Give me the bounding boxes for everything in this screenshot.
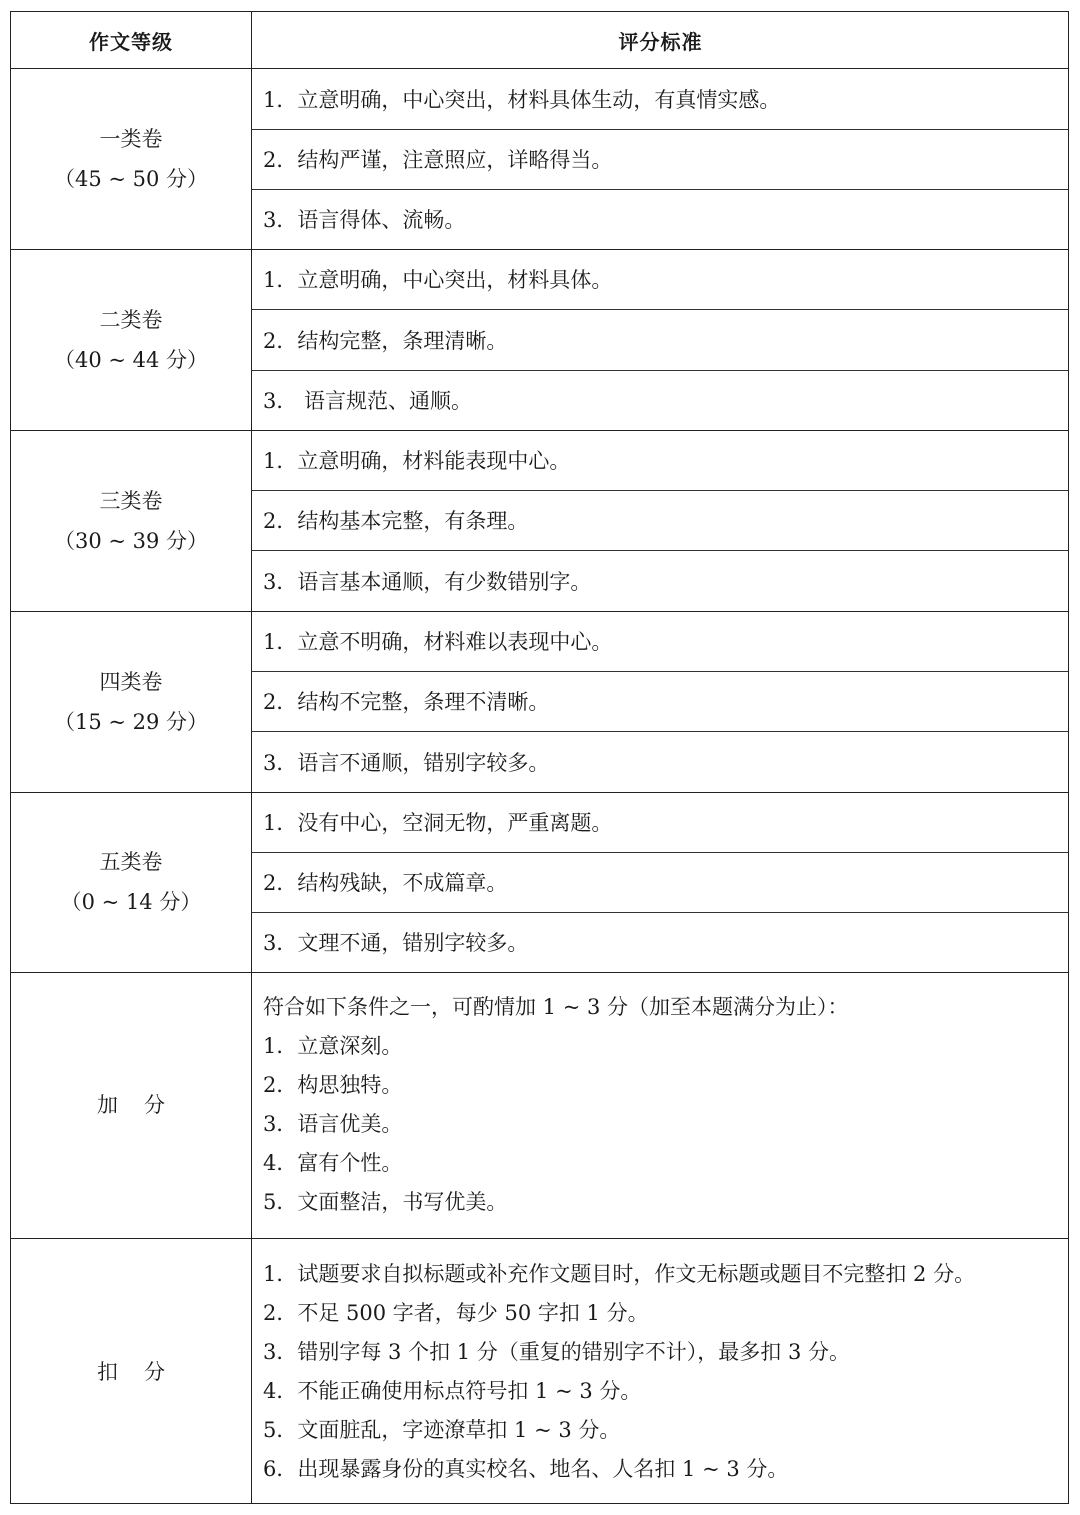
grade-range: （15 ~ 29 分） xyxy=(53,709,209,734)
bonus-line: 1．立意深刻。 xyxy=(263,1034,403,1058)
grade-name: 一类卷 xyxy=(99,126,163,151)
criterion: 2．结构完整，条理清晰。 xyxy=(263,328,508,353)
scoring-table xyxy=(10,11,1069,1504)
bonus-line: 5．文面整洁，书写优美。 xyxy=(263,1190,508,1214)
criterion: 1．立意明确，材料能表现中心。 xyxy=(263,449,571,473)
criterion: 3．文理不通，错别字较多。 xyxy=(263,931,529,955)
header-grade: 作文等级 xyxy=(89,29,173,54)
bonus-criteria xyxy=(251,972,1070,1238)
bonus-line: 2．构思独特。 xyxy=(263,1073,403,1097)
deduction-label-cell xyxy=(11,1238,251,1505)
criterion: 3．语言不通顺，错别字较多。 xyxy=(263,750,550,775)
criterion: 1．没有中心，空洞无物，严重离题。 xyxy=(263,811,613,835)
grade-cell xyxy=(11,611,251,792)
bonus-label: 加分 xyxy=(97,1093,191,1117)
bonus-line: 符合如下条件之一，可酌情加 1 ~ 3 分（加至本题满分为止）： xyxy=(263,995,849,1019)
criterion: 1．立意不明确，材料难以表现中心。 xyxy=(263,630,613,654)
grade-range: （30 ~ 39 分） xyxy=(53,528,209,553)
bonus-line: 4．富有个性。 xyxy=(263,1151,403,1175)
criterion: 1．立意明确，中心突出，材料具体生动，有真情实感。 xyxy=(263,87,781,112)
deduction-label: 扣分 xyxy=(97,1359,191,1384)
criterion: 1．立意明确，中心突出，材料具体。 xyxy=(263,268,613,292)
bonus-line: 3．语言优美。 xyxy=(263,1112,403,1136)
grade-cell xyxy=(11,249,251,430)
grade-name: 二类卷 xyxy=(99,307,163,332)
grade-range: （0 ~ 14 分） xyxy=(60,890,202,914)
deduction-line: 3．错别字每 3 个扣 1 分（重复的错别字不计），最多扣 3 分。 xyxy=(263,1339,850,1364)
grade-cell xyxy=(11,68,251,249)
deduction-line: 6．出现暴露身份的真实校名、地名、人名扣 1 ~ 3 分。 xyxy=(263,1456,789,1481)
criterion: 2．结构基本完整，有条理。 xyxy=(263,509,529,533)
deduction-line: 2．不足 500 字者，每少 50 字扣 1 分。 xyxy=(263,1300,649,1325)
grade-cell xyxy=(11,792,251,972)
grade-name: 四类卷 xyxy=(99,669,163,694)
criterion: 3．语言基本通顺，有少数错别字。 xyxy=(263,569,592,594)
criterion: 2．结构残缺，不成篇章。 xyxy=(263,871,508,895)
deduction-line: 4．不能正确使用标点符号扣 1 ~ 3 分。 xyxy=(263,1378,642,1403)
grade-name: 三类卷 xyxy=(99,488,163,513)
header-standard: 评分标准 xyxy=(618,29,703,54)
criterion: 3． 语言规范、通顺。 xyxy=(263,389,473,413)
deduction-line: 5．文面脏乱，字迹潦草扣 1 ~ 3 分。 xyxy=(263,1417,621,1442)
grade-range: （40 ~ 44 分） xyxy=(53,347,209,372)
criterion: 2．结构严谨，注意照应，详略得当。 xyxy=(263,148,613,172)
criterion: 2．结构不完整，条理不清晰。 xyxy=(263,690,550,714)
grade-name: 五类卷 xyxy=(99,850,163,874)
deduction-criteria xyxy=(251,1238,1070,1505)
grade-range: （45 ~ 50 分） xyxy=(53,166,209,191)
bonus-label-cell xyxy=(11,972,251,1238)
grade-cell xyxy=(11,430,251,611)
deduction-line: 1．试题要求自拟标题或补充作文题目时，作文无标题或题目不完整扣 2 分。 xyxy=(263,1261,976,1286)
criterion: 3．语言得体、流畅。 xyxy=(263,208,466,232)
